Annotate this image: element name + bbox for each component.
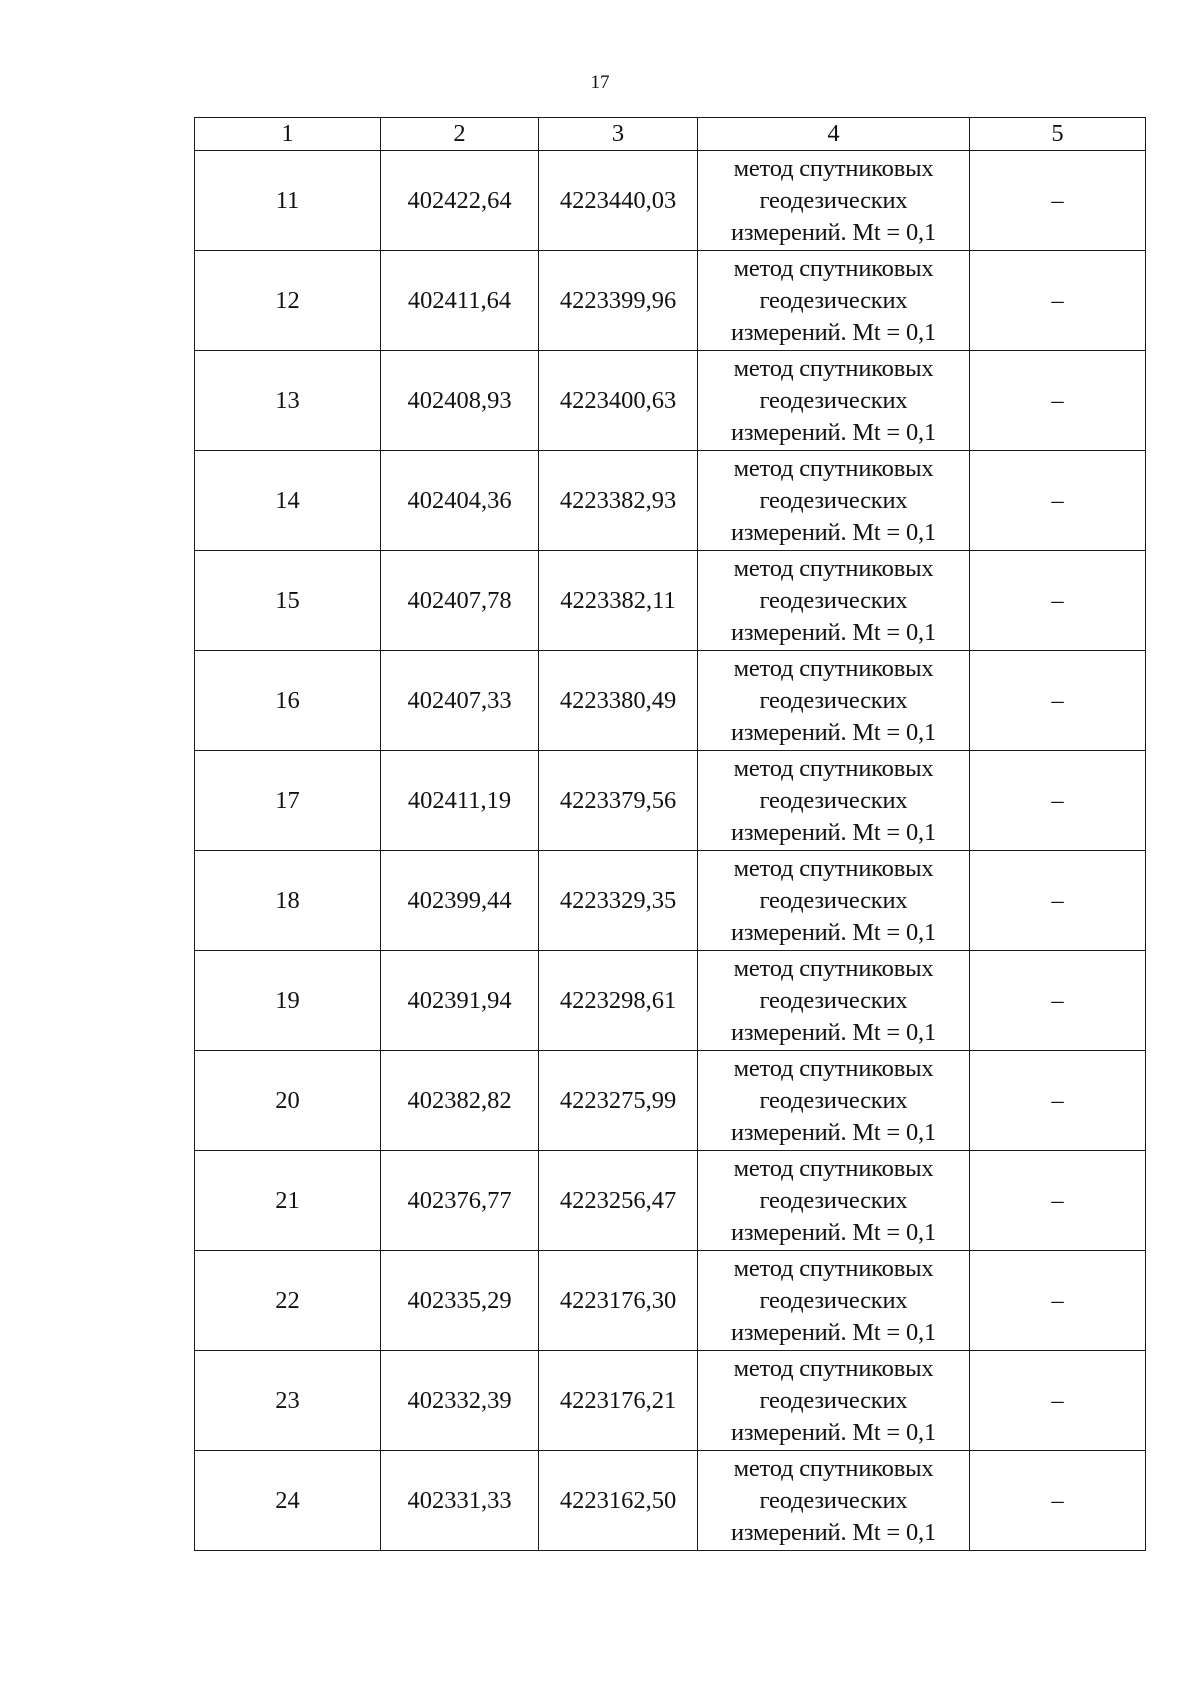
table-row: [195, 651, 1146, 751]
method-line: геодезических: [759, 1286, 908, 1314]
coordinate-y-cell: 4223275,99: [539, 1051, 698, 1151]
coordinate-x-cell: 402411,19: [381, 751, 539, 851]
method-line: геодезических: [759, 786, 908, 814]
coordinates-table: [194, 117, 1146, 1551]
method-line: геодезических: [759, 186, 908, 214]
method-cell: [698, 951, 970, 1051]
table-row: [195, 751, 1146, 851]
point-number-cell: 12: [195, 251, 381, 351]
method-line: метод спутниковых: [733, 754, 934, 782]
coordinate-y-cell: 4223400,63: [539, 351, 698, 451]
table-header-row: [195, 118, 1146, 151]
method-line: измерений. Mt = 0,1: [730, 818, 936, 846]
coordinate-y-cell: 4223298,61: [539, 951, 698, 1051]
method-line: измерений. Mt = 0,1: [730, 1418, 936, 1446]
table-body: [195, 151, 1146, 1551]
point-number-cell: 24: [195, 1451, 381, 1551]
method-cell: [698, 451, 970, 551]
method-line: метод спутниковых: [733, 1454, 934, 1482]
point-number-cell: 20: [195, 1051, 381, 1151]
header-col-5: 5: [970, 118, 1146, 151]
note-cell: –: [970, 751, 1146, 851]
table-row: [195, 1051, 1146, 1151]
method-line: измерений. Mt = 0,1: [730, 618, 936, 646]
method-cell: [698, 151, 970, 251]
method-line: геодезических: [759, 1086, 908, 1114]
table-row: [195, 1451, 1146, 1551]
point-number-cell: 21: [195, 1151, 381, 1251]
table-row: [195, 951, 1146, 1051]
method-cell: [698, 351, 970, 451]
table-row: [195, 1351, 1146, 1451]
method-line: измерений. Mt = 0,1: [730, 1518, 936, 1546]
method-line: метод спутниковых: [733, 454, 934, 482]
table-row: [195, 251, 1146, 351]
method-line: метод спутниковых: [733, 1354, 934, 1382]
method-line: измерений. Mt = 0,1: [730, 218, 936, 246]
note-cell: –: [970, 1451, 1146, 1551]
table-row: [195, 1251, 1146, 1351]
method-line: метод спутниковых: [733, 1254, 934, 1282]
method-line: метод спутниковых: [733, 354, 934, 382]
coordinate-x-cell: 402407,78: [381, 551, 539, 651]
method-line: измерений. Mt = 0,1: [730, 418, 936, 446]
point-number-cell: 14: [195, 451, 381, 551]
header-col-2: 2: [381, 118, 539, 151]
coordinate-x-cell: 402331,33: [381, 1451, 539, 1551]
coordinate-x-cell: 402399,44: [381, 851, 539, 951]
coordinate-y-cell: 4223382,93: [539, 451, 698, 551]
coordinate-x-cell: 402335,29: [381, 1251, 539, 1351]
coordinate-x-cell: 402391,94: [381, 951, 539, 1051]
method-line: геодезических: [759, 1386, 908, 1414]
coordinate-x-cell: 402332,39: [381, 1351, 539, 1451]
point-number-cell: 18: [195, 851, 381, 951]
note-cell: –: [970, 451, 1146, 551]
method-line: геодезических: [759, 286, 908, 314]
table-row: [195, 351, 1146, 451]
method-line: геодезических: [759, 686, 908, 714]
coordinate-y-cell: 4223256,47: [539, 1151, 698, 1251]
method-line: метод спутниковых: [733, 854, 934, 882]
point-number-cell: 13: [195, 351, 381, 451]
method-cell: [698, 851, 970, 951]
method-line: геодезических: [759, 386, 908, 414]
method-line: метод спутниковых: [733, 654, 934, 682]
coordinate-y-cell: 4223382,11: [539, 551, 698, 651]
coordinate-y-cell: 4223380,49: [539, 651, 698, 751]
point-number-cell: 15: [195, 551, 381, 651]
method-line: геодезических: [759, 886, 908, 914]
coordinate-y-cell: 4223329,35: [539, 851, 698, 951]
page-number: 17: [590, 72, 610, 93]
method-line: метод спутниковых: [733, 954, 934, 982]
method-line: геодезических: [759, 1186, 908, 1214]
point-number-cell: 17: [195, 751, 381, 851]
method-line: метод спутниковых: [733, 154, 934, 182]
header-col-1: 1: [195, 118, 381, 151]
point-number-cell: 16: [195, 651, 381, 751]
note-cell: –: [970, 251, 1146, 351]
method-line: измерений. Mt = 0,1: [730, 518, 936, 546]
coordinate-y-cell: 4223399,96: [539, 251, 698, 351]
table-row: [195, 151, 1146, 251]
method-cell: [698, 551, 970, 651]
point-number-cell: 22: [195, 1251, 381, 1351]
note-cell: –: [970, 1151, 1146, 1251]
note-cell: –: [970, 351, 1146, 451]
method-cell: [698, 251, 970, 351]
method-line: измерений. Mt = 0,1: [730, 1018, 936, 1046]
point-number-cell: 11: [195, 151, 381, 251]
coordinate-y-cell: 4223440,03: [539, 151, 698, 251]
note-cell: –: [970, 1051, 1146, 1151]
method-line: измерений. Mt = 0,1: [730, 318, 936, 346]
method-line: метод спутниковых: [733, 554, 934, 582]
method-cell: [698, 1051, 970, 1151]
method-line: геодезических: [759, 486, 908, 514]
method-line: измерений. Mt = 0,1: [730, 1218, 936, 1246]
header-col-3: 3: [539, 118, 698, 151]
coordinate-y-cell: 4223176,30: [539, 1251, 698, 1351]
note-cell: –: [970, 1251, 1146, 1351]
point-number-cell: 19: [195, 951, 381, 1051]
coordinate-y-cell: 4223176,21: [539, 1351, 698, 1451]
note-cell: –: [970, 551, 1146, 651]
table-row: [195, 851, 1146, 951]
method-line: измерений. Mt = 0,1: [730, 718, 936, 746]
method-cell: [698, 651, 970, 751]
coordinate-x-cell: 402404,36: [381, 451, 539, 551]
method-cell: [698, 1351, 970, 1451]
coordinate-x-cell: 402376,77: [381, 1151, 539, 1251]
coordinate-x-cell: 402422,64: [381, 151, 539, 251]
header-col-4: 4: [698, 118, 970, 151]
note-cell: –: [970, 951, 1146, 1051]
method-cell: [698, 1251, 970, 1351]
method-cell: [698, 1451, 970, 1551]
method-line: геодезических: [759, 1486, 908, 1514]
coordinate-x-cell: 402407,33: [381, 651, 539, 751]
method-line: измерений. Mt = 0,1: [730, 1318, 936, 1346]
method-line: измерений. Mt = 0,1: [730, 1118, 936, 1146]
point-number-cell: 23: [195, 1351, 381, 1451]
note-cell: –: [970, 151, 1146, 251]
method-line: метод спутниковых: [733, 1154, 934, 1182]
note-cell: –: [970, 651, 1146, 751]
note-cell: –: [970, 1351, 1146, 1451]
table-row: [195, 551, 1146, 651]
coordinate-y-cell: 4223162,50: [539, 1451, 698, 1551]
coordinate-x-cell: 402382,82: [381, 1051, 539, 1151]
table-row: [195, 1151, 1146, 1251]
method-cell: [698, 751, 970, 851]
method-line: геодезических: [759, 586, 908, 614]
method-line: геодезических: [759, 986, 908, 1014]
note-cell: –: [970, 851, 1146, 951]
coordinate-y-cell: 4223379,56: [539, 751, 698, 851]
coordinate-x-cell: 402408,93: [381, 351, 539, 451]
method-line: измерений. Mt = 0,1: [730, 918, 936, 946]
coordinate-x-cell: 402411,64: [381, 251, 539, 351]
method-line: метод спутниковых: [733, 1054, 934, 1082]
method-line: метод спутниковых: [733, 254, 934, 282]
method-cell: [698, 1151, 970, 1251]
table-row: [195, 451, 1146, 551]
